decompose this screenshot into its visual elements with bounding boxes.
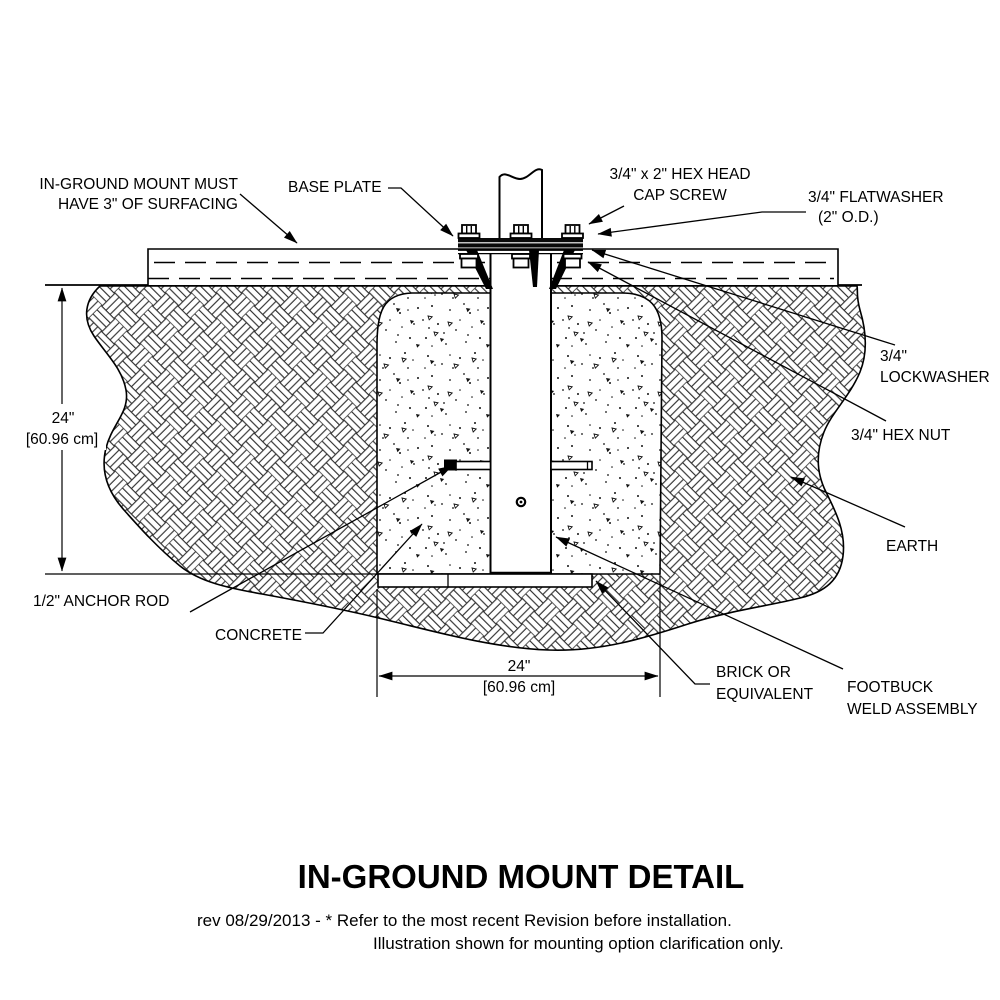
footbuck-sleeve <box>491 253 552 574</box>
label-surfacing-note-line1: IN-GROUND MOUNT MUST <box>39 176 238 193</box>
label-surfacing-note-line2: HAVE 3" OF SURFACING <box>57 196 238 213</box>
label-brick-line1: BRICK OR <box>716 664 791 681</box>
depth-dimension-inches: 24" <box>51 410 75 427</box>
footer-clarification-note: Illustration shown for mounting option clarification only. <box>373 934 784 953</box>
leader-base-plate <box>388 188 453 236</box>
label-earth: EARTH <box>886 538 939 555</box>
label-brick-line2: EQUIVALENT <box>716 686 814 703</box>
label-base-plate: BASE PLATE <box>288 179 382 196</box>
leader-cap-screw <box>589 206 624 224</box>
label-flatwasher-line2: (2" O.D.) <box>818 209 879 226</box>
label-footbuck-line2: WELD ASSEMBLY <box>847 701 978 718</box>
width-dimension-inches: 24" <box>507 658 531 675</box>
label-cap-screw-line1: 3/4" x 2" HEX HEAD <box>609 166 751 183</box>
post-hole <box>517 498 525 506</box>
label-anchor-rod: 1/2" ANCHOR ROD <box>33 593 170 610</box>
label-hex-nut: 3/4" HEX NUT <box>851 427 951 444</box>
label-lockwasher-line1: 3/4" <box>880 348 908 365</box>
label-footbuck-line1: FOOTBUCK <box>847 679 934 696</box>
width-dimension-cm: [60.96 cm] <box>482 679 556 696</box>
diagram-title: IN-GROUND MOUNT DETAIL <box>297 858 745 895</box>
label-concrete: CONCRETE <box>215 627 302 644</box>
footer-revision-note: rev 08/29/2013 - * Refer to the most recent Revision before installation. <box>197 911 732 930</box>
leader-flatwasher <box>598 212 806 234</box>
label-lockwasher-line2: LOCKWASHER <box>880 369 990 386</box>
label-cap-screw-line2: CAP SCREW <box>633 187 727 204</box>
brick-support <box>378 574 592 587</box>
leader-surfacing-note <box>240 194 297 243</box>
label-flatwasher-line1: 3/4" FLATWASHER <box>808 189 944 206</box>
depth-dimension-cm: [60.96 cm] <box>25 431 99 448</box>
